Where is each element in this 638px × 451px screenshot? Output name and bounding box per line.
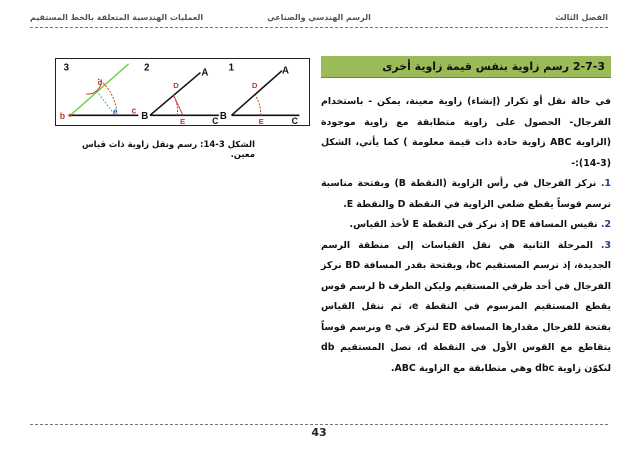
label-b: B <box>219 111 227 123</box>
ray-ba <box>150 73 200 116</box>
label-c: C <box>212 116 219 125</box>
step-text: نركز الفرجال في رأس الزاوية (النقطة B) وبفتحة مناسبة نرسم قوساً يقطع ضلعي الزاوية في النقطة D والنقطة E. <box>321 178 611 210</box>
label-d: d <box>97 78 103 88</box>
panel-3 <box>60 63 139 122</box>
intro-paragraph: في حالة نقل أو تكرار (إنشاء) زاوية معينة، يمكن - باستخدام الفرجال- الحصول على زاوية متطابقة مع زاوية موجودة (الزاوية ABC زاوية حادة ذات قيمة معلومة ) كما يأتي، الشكل (3-14):- <box>321 96 611 169</box>
chord-de <box>173 95 183 115</box>
figure-caption: الشكل 3-14: رسم ونقل زاوية ذات قياس معين. <box>81 140 255 160</box>
label-c: C <box>291 116 298 125</box>
header-divider <box>30 27 608 28</box>
page-number: 43 <box>311 426 327 439</box>
angle-construction-figure <box>55 58 310 126</box>
label-d: D <box>251 81 258 91</box>
panel-number: 2 <box>144 62 150 74</box>
new-ray <box>70 64 128 115</box>
label-c: c <box>131 105 137 116</box>
label-e: E <box>180 117 186 125</box>
label-b: B <box>141 111 149 123</box>
label-b: b <box>59 111 66 122</box>
panel-number: 1 <box>228 62 234 74</box>
label-a: A <box>201 67 209 79</box>
section-title: 2-7-3 رسم زاوية بنفس قيمة زاوية أخرى <box>321 56 611 78</box>
step-number: 1. <box>600 178 611 189</box>
label-e: E <box>258 117 264 125</box>
step-2 <box>321 215 611 236</box>
page-header <box>30 13 608 27</box>
panel-2 <box>141 63 219 125</box>
step-3 <box>321 236 611 380</box>
footer-divider <box>30 424 608 425</box>
chapter-label: الفصل الثالث <box>555 13 608 22</box>
step-1 <box>321 174 611 215</box>
step-number: 3. <box>600 239 612 251</box>
panel-1 <box>220 63 300 125</box>
ray-ba <box>232 71 282 116</box>
topic-label: العمليات الهندسية المتعلقة بالخط المستقيم <box>30 13 204 22</box>
panel-number: 3 <box>63 62 69 74</box>
point-b <box>69 114 72 117</box>
arc-de <box>173 95 177 115</box>
arc-de <box>255 95 261 115</box>
body-text <box>321 92 611 379</box>
step-number: 2. <box>600 219 611 230</box>
step-text: المرحلة الثانية هي نقل القياسات إلى منطقة الرسم الجديدة، إذ نرسم المستقيم bc، وبفتحة بقدر المسافة BD نركز الفرجال في أحد طرفي المستقيم وليكن الطرف b لرسم قوس يقطع المستقيم المرسوم في النقطة e، ثم ننقل القياس بفتحة للفرجال مقدارها المسافة ED لنركز في e ونرسم قوساً يتقاطع مع القوس الأول في النقطة d، نصل المستقيم db لنكوّن زاوية dbc وهي متطابقة مع الزاوية ABC. <box>321 239 612 374</box>
label-e: e <box>113 106 118 116</box>
label-a: A <box>281 65 289 77</box>
book-title: الرسم الهندسي والصناعي <box>267 13 371 22</box>
label-d: D <box>173 81 179 91</box>
step-text: نقيس المسافة DE إذ نركز في النقطة E لأخذ القياس. <box>349 219 598 230</box>
